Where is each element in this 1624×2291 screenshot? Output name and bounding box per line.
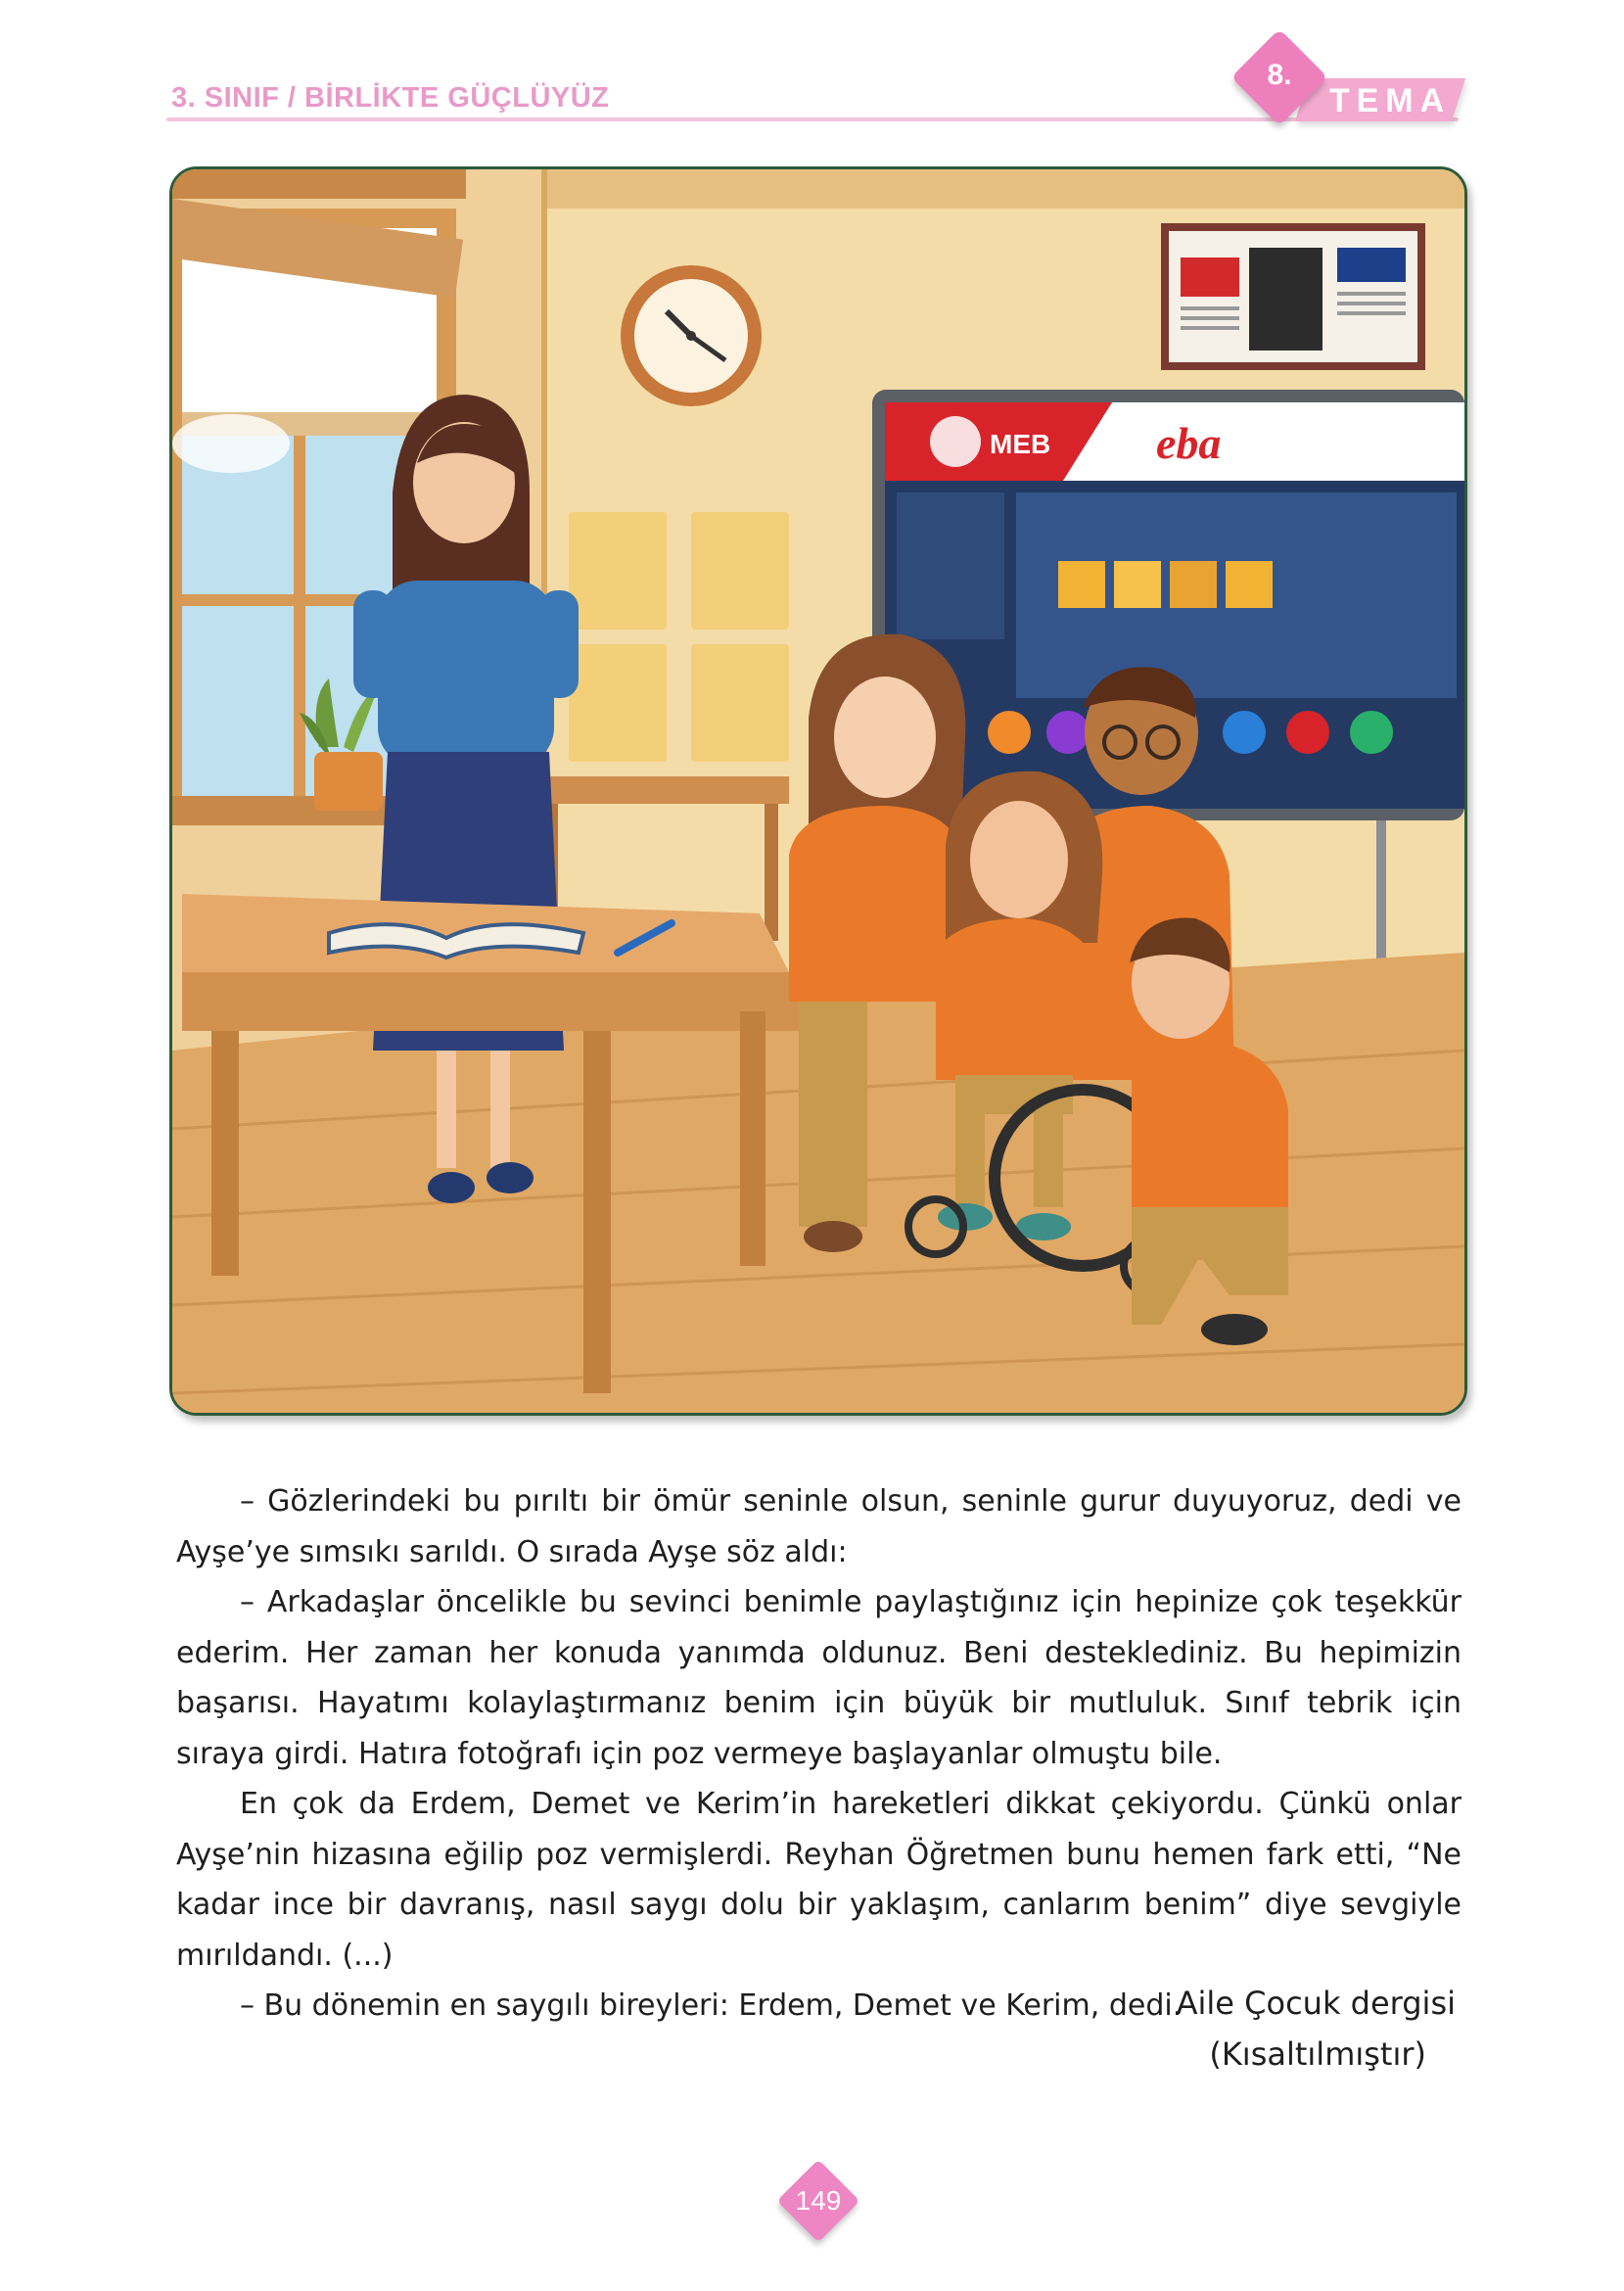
meb-logo: MEB: [990, 429, 1051, 459]
page-number: 149: [795, 2185, 842, 2216]
eba-logo: eba: [1156, 418, 1222, 468]
header-divider: [166, 117, 1459, 121]
story-paragraph: – Gözlerindeki bu pırıltı bir ömür seninle olsun, seninle gurur duyuyoruz, dedi ve Ayşe’ye sımsıkı sarıldı. O sırada Ayşe söz aldı:: [176, 1484, 1462, 1569]
wall-poster: [1161, 223, 1425, 370]
wall-clock: [621, 265, 762, 406]
story-paragraph: En çok da Erdem, Demet ve Kerim’in hareketleri dikkat çekiyordu. Çünkü onlar Ayşe’nin hizasına eğilip poz vermişlerdi. Reyhan Öğretmen bunu hemen fark etti, “Ne kadar ince bir davranış, nasıl saygı dolu bir yaklaşım, canlarım benim” diye sevgiyle mırıldandı. (...): [176, 1787, 1462, 1973]
theme-number: 8.: [1267, 59, 1292, 91]
story-paragraph: – Arkadaşlar öncelikle bu sevinci benimle paylaştığınız için hepinize çok teşekkür ederim. Her zaman her konuda yanımda oldunuz. Beni desteklediniz. Bu hepimizin başarısı. Hayatımı kolaylaştırmanız benim için büyük bir mutluluk. Sınıf tebrik için sıraya girdi. Hatıra fotoğrafı için poz vermeye başlayanlar olmuştu bile.: [176, 1585, 1462, 1771]
page-header-title: 3. SINIF / BİRLİKTE GÜÇLÜYÜZ: [171, 82, 610, 114]
theme-label: TEMA: [1328, 82, 1452, 119]
story-paragraph: – Bu dönemin en saygılı bireyleri: Erdem, Demet ve Kerim, dedi.: [240, 1988, 1183, 2023]
source-citation: [1177, 1978, 1456, 2080]
story-text: [176, 1476, 1462, 2032]
source-note: (Kısaltılmıştır): [1209, 2035, 1426, 2073]
source-name: Aile Çocuk dergisi: [1176, 1985, 1456, 2022]
classroom-illustration: [169, 166, 1467, 1416]
